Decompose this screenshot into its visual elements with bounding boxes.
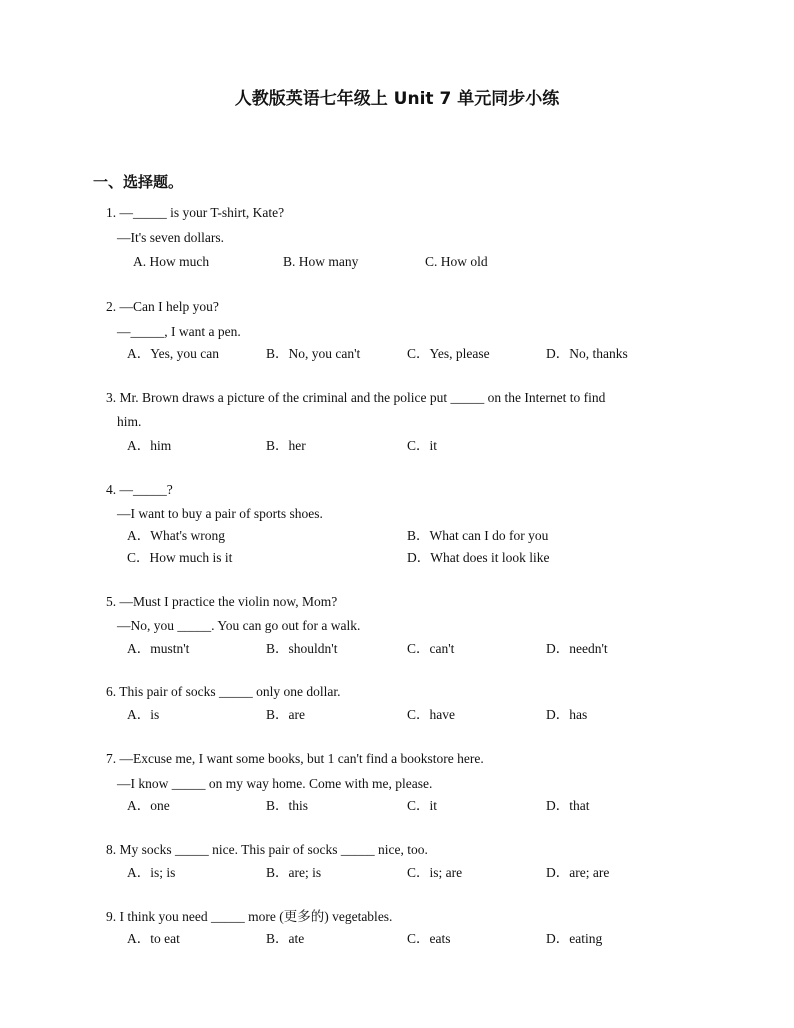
question-5-option-d: D．needn't xyxy=(546,641,608,656)
question-7-answer-line: —I know _____ on my way home. Come with me, please. xyxy=(117,776,433,791)
question-8-option-d: D．are; are xyxy=(546,865,610,880)
section-heading: 一、选择题。 xyxy=(93,173,184,191)
question-6-option-b: B．are xyxy=(266,707,305,722)
question-2-stem: 2. —Can I help you? xyxy=(106,299,219,314)
question-3-stem: 3. Mr. Brown draws a picture of the criminal and the police put _____ on the Internet to find xyxy=(106,390,606,405)
question-4-stem: 4. —_____? xyxy=(106,482,173,497)
question-2-option-a: A．Yes, you can xyxy=(127,346,220,361)
question-9-option-b: B．ate xyxy=(266,931,305,946)
question-8-option-b: B．are; is xyxy=(266,865,322,880)
question-2-answer-line: —_____, I want a pen. xyxy=(117,324,241,339)
question-6-option-d: D．has xyxy=(546,707,588,722)
question-4-option-a: A．What's wrong xyxy=(127,528,226,543)
question-8-option-a: A．is; is xyxy=(127,865,176,880)
question-3-option-a: A．him xyxy=(127,438,172,453)
question-9-option-c: C．eats xyxy=(407,931,451,946)
question-7-stem: 7. —Excuse me, I want some books, but 1 can't find a bookstore here. xyxy=(106,751,484,766)
question-3-option-c: C．it xyxy=(407,438,438,453)
question-3-option-b: B．her xyxy=(266,438,306,453)
question-4-option-c: C．How much is it xyxy=(127,550,233,565)
question-7-option-b: B．this xyxy=(266,798,309,813)
question-3-stem-continued: him. xyxy=(117,414,142,429)
question-1-option-c: C. How old xyxy=(425,254,488,269)
question-7-option-d: D．that xyxy=(546,798,590,813)
question-1-option-a: A. How much xyxy=(133,254,210,269)
document-title: 人教版英语七年级上 Unit 7 单元同步小练 xyxy=(234,89,560,109)
question-6-stem: 6. This pair of socks _____ only one dollar. xyxy=(106,684,341,699)
question-9-stem: 9. I think you need _____ more (更多的) vegetables. xyxy=(106,909,393,924)
question-1-answer-line: —It's seven dollars. xyxy=(117,230,225,245)
question-2-option-b: B．No, you can't xyxy=(266,346,361,361)
question-5-option-b: B．shouldn't xyxy=(266,641,338,656)
question-4-option-d: D．What does it look like xyxy=(407,550,550,565)
question-5-option-c: C．can't xyxy=(407,641,455,656)
question-8-option-c: C．is; are xyxy=(407,865,463,880)
question-2-option-d: D．No, thanks xyxy=(546,346,628,361)
question-8-stem: 8. My socks _____ nice. This pair of socks _____ nice, too. xyxy=(106,842,428,857)
question-6-option-a: A．is xyxy=(127,707,160,722)
question-4-option-b: B．What can I do for you xyxy=(407,528,549,543)
question-7-option-a: A．one xyxy=(127,798,170,813)
question-4-answer-line: —I want to buy a pair of sports shoes. xyxy=(117,506,323,521)
question-7-option-c: C．it xyxy=(407,798,438,813)
question-5-answer-line: —No, you _____. You can go out for a walk. xyxy=(117,618,361,633)
question-5-stem: 5. —Must I practice the violin now, Mom? xyxy=(106,594,338,609)
question-9-option-d: D．eating xyxy=(546,931,603,946)
question-1-option-b: B. How many xyxy=(283,254,359,269)
question-2-option-c: C．Yes, please xyxy=(407,346,490,361)
question-1-stem: 1. —_____ is your T-shirt, Kate? xyxy=(106,205,285,220)
question-5-option-a: A．mustn't xyxy=(127,641,190,656)
question-6-option-c: C．have xyxy=(407,707,455,722)
question-9-option-a: A．to eat xyxy=(127,931,180,946)
